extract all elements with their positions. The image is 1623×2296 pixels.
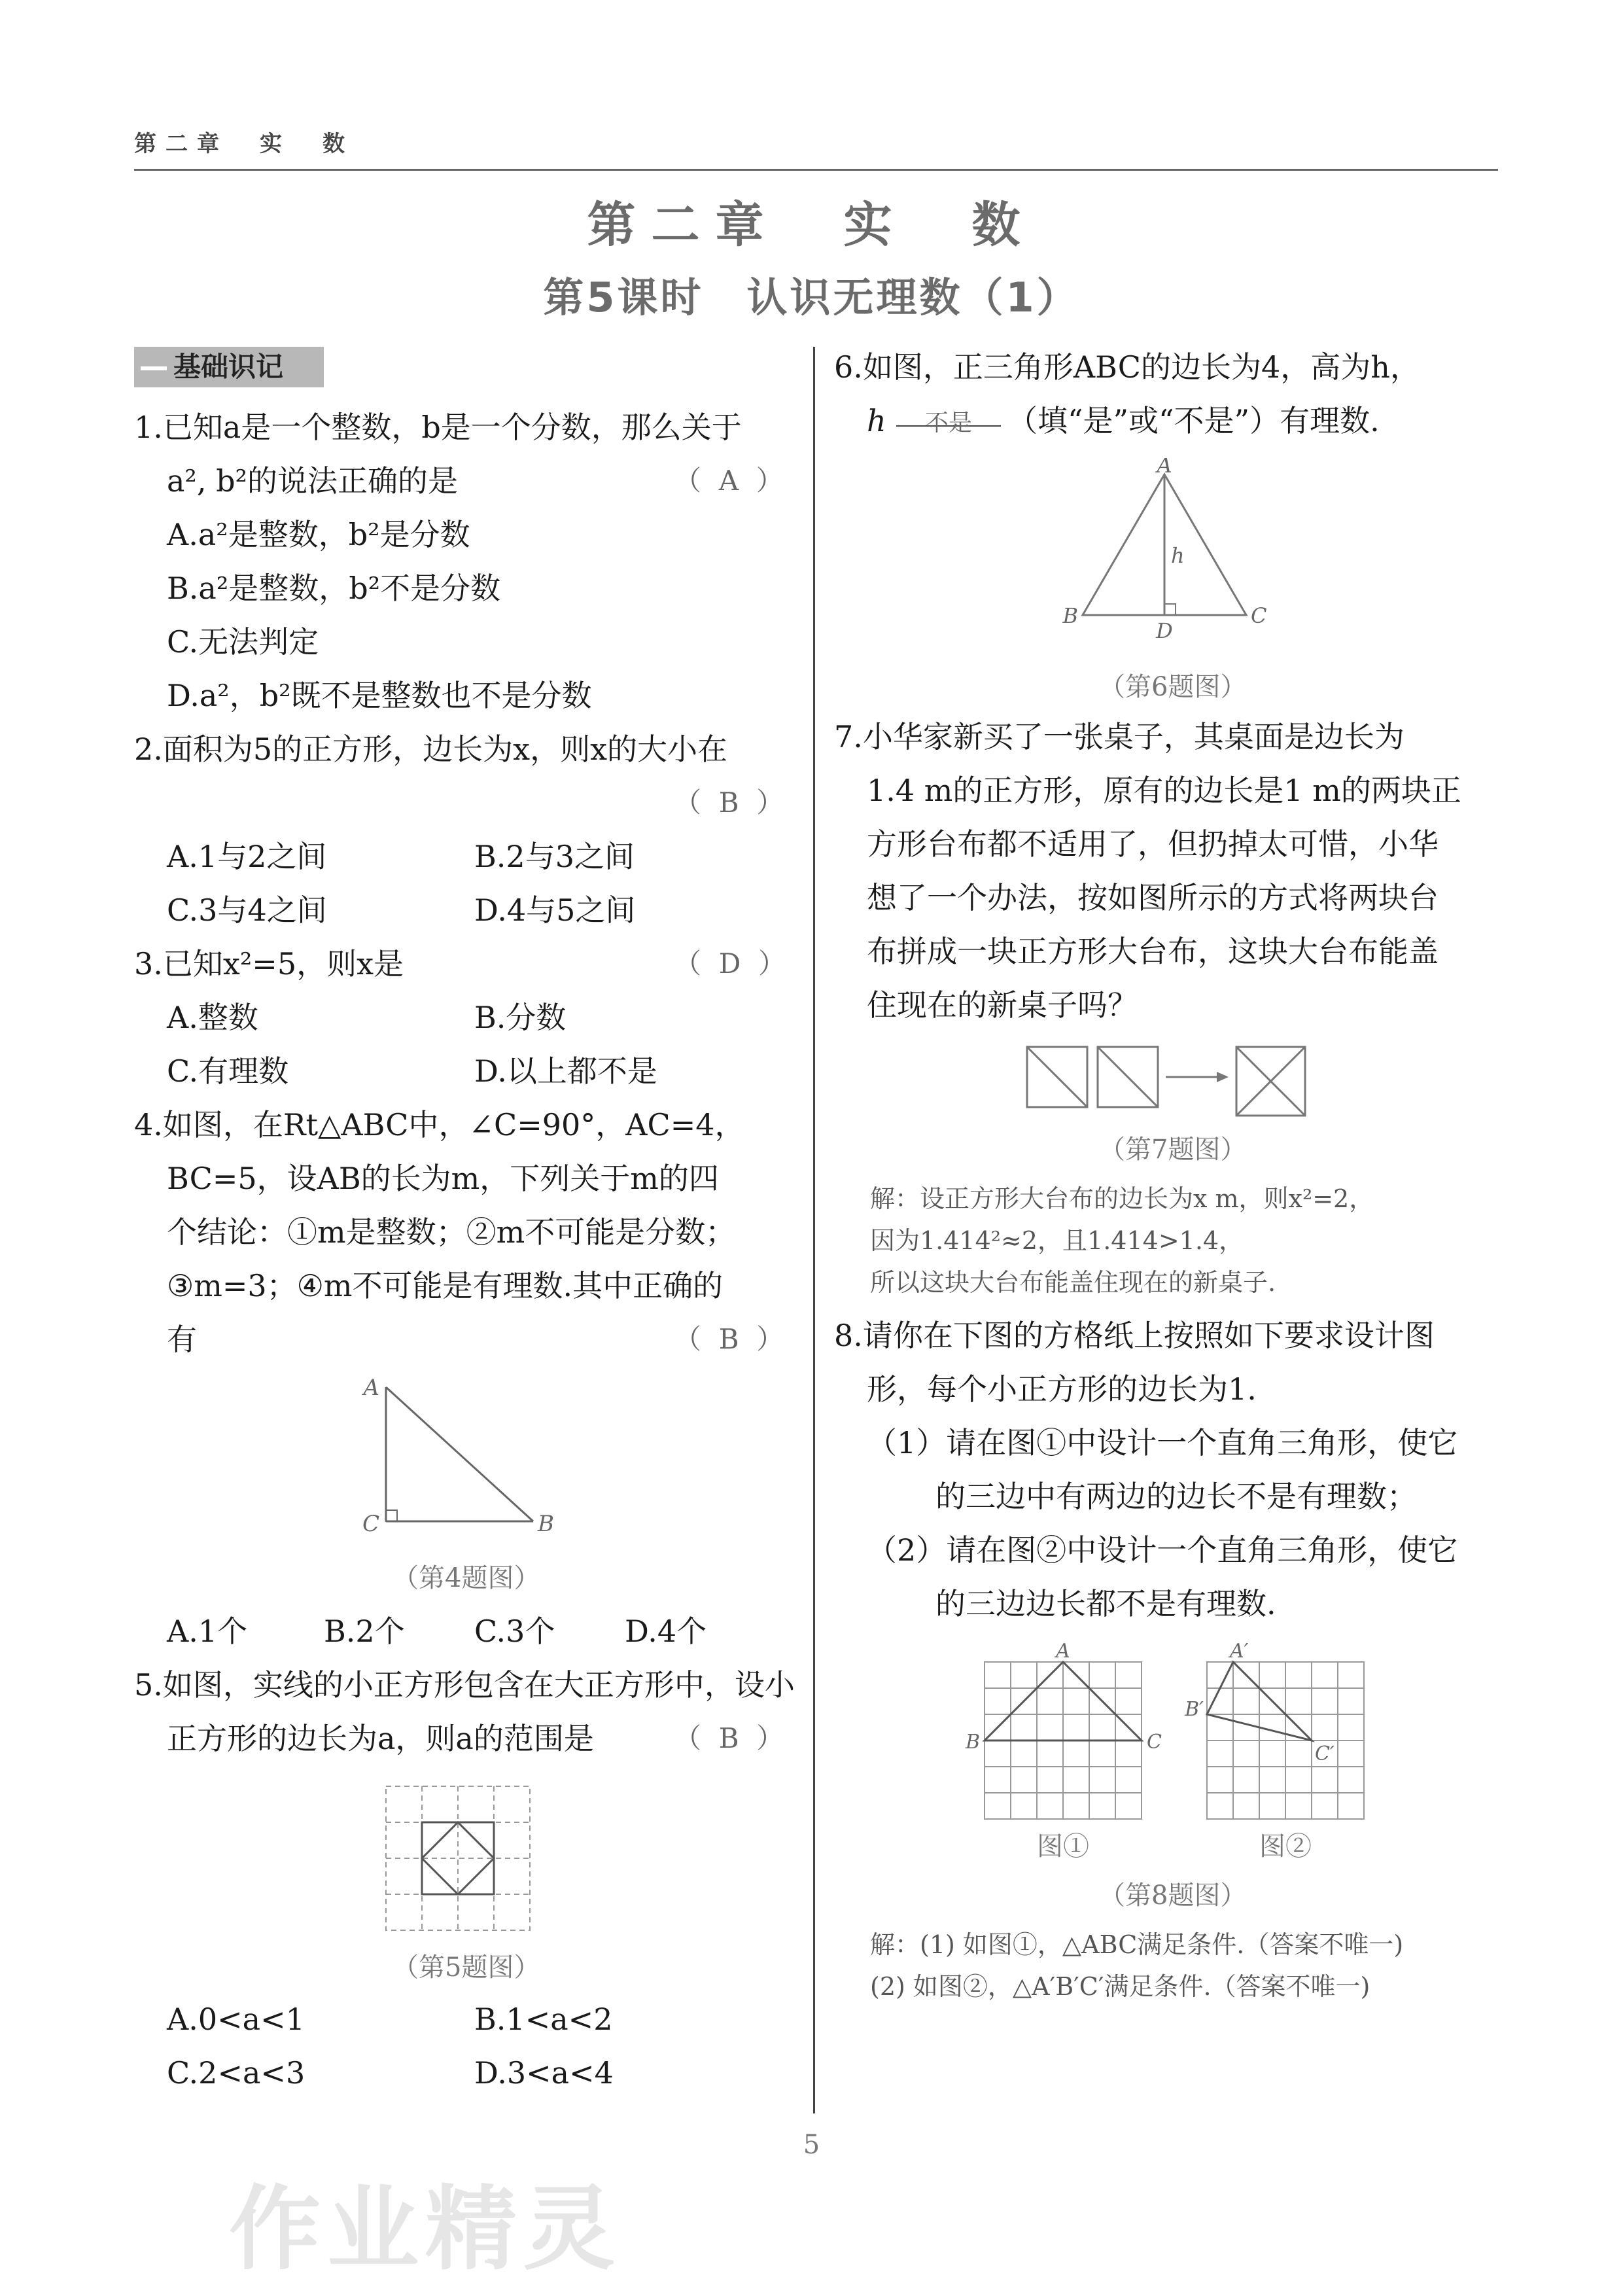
q2-answer: （ B ） — [674, 786, 784, 819]
q5-option-a: A.0<a<1 — [167, 2002, 305, 2037]
chapter-title: 第二章 实 数 — [587, 197, 1036, 253]
q8-part2-line1: （2）请在图②中设计一个直角三角形，使它 — [867, 1532, 1458, 1568]
q4-option-c: C.3个 — [474, 1614, 555, 1649]
q1-option-a: A.a²是整数，b²是分数 — [167, 517, 470, 552]
q7-stem-line2: 1.4 m的正方形，原有的边长是1 m的两块正 — [867, 773, 1461, 808]
q1-option-c: C.无法判定 — [167, 624, 319, 660]
q5-caption: （第5题图） — [393, 1952, 540, 1983]
q6-label-c: C — [1251, 603, 1267, 628]
q1-option-d: D.a²，b²既不是整数也不是分数 — [167, 678, 592, 713]
q2-option-a: A.1与2之间 — [167, 839, 327, 874]
q7-stem-line3: 方形台布都不适用了，但扔掉太可惜，小华 — [867, 826, 1439, 862]
q3-stem: 3.已知x²=5，则x是 — [134, 946, 404, 981]
q6-label-d: D — [1156, 618, 1173, 641]
q6-triangle-figure — [1060, 458, 1269, 641]
q6-label-b: B — [1062, 603, 1078, 628]
q3-option-b: B.分数 — [474, 1000, 567, 1035]
q7-stem-line6: 住现在的新桌子吗？ — [867, 987, 1138, 1023]
q8-caption: （第8题图） — [1099, 1881, 1247, 1911]
q4-stem-line2: BC=5，设AB的长为m，下列关于m的四 — [167, 1161, 719, 1196]
lesson-title: 第5课时 认识无理数（1） — [543, 274, 1080, 321]
q5-square-figure — [379, 1780, 536, 1937]
q1-stem-line2: a², b²的说法正确的是 — [167, 463, 458, 499]
q7-stem-line1: 7.小华家新买了一张桌子，其桌面是边长为 — [834, 719, 1405, 754]
column-divider — [813, 347, 815, 2113]
q8-stem-line2: 形，每个小正方形的边长为1. — [867, 1371, 1257, 1407]
q8-grid-figures — [962, 1636, 1367, 1852]
q7-stem-line4: 想了一个办法，按如图所示的方式将两块台 — [867, 880, 1439, 915]
q3-option-c: C.有理数 — [167, 1053, 289, 1089]
q8-solution-line1: 解：(1) 如图①，△ABC满足条件.（答案不唯一) — [870, 1930, 1404, 1959]
q4-triangle-figure — [353, 1368, 563, 1538]
q4-label-b: B — [538, 1511, 554, 1537]
q5-stem-line1: 5.如图，实线的小正方形包含在大正方形中，设小 — [134, 1667, 795, 1703]
section-dash-icon — [141, 366, 167, 370]
q1-answer: （ A ） — [674, 465, 784, 497]
q4-stem-line5: 有 — [167, 1322, 197, 1357]
q4-answer: （ B ） — [674, 1323, 784, 1355]
q7-solution-line3: 所以这块大台布能盖住现在的新桌子. — [870, 1268, 1276, 1297]
q4-option-d: D.4个 — [625, 1614, 707, 1649]
q1-stem-line1: 1.已知a是一个整数，b是一个分数，那么关于 — [134, 410, 742, 445]
q8-part1-line1: （1）请在图①中设计一个直角三角形，使它 — [867, 1425, 1458, 1460]
q6-caption: （第6题图） — [1099, 672, 1247, 702]
q6-stem-line2: （填“是”或“不是”）有理数. — [1007, 403, 1380, 438]
q5-option-d: D.3<a<4 — [474, 2055, 614, 2091]
q7-stem-line5: 布拼成一块正方形大台布，这块大台布能盖 — [867, 934, 1439, 969]
running-header: 第二章 实 数 — [134, 131, 354, 157]
q4-stem-line4: ③m=3；④m不可能是有理数.其中正确的 — [167, 1268, 724, 1303]
q5-answer: （ B ） — [674, 1722, 784, 1754]
q8-fig1-label-c: C — [1147, 1731, 1162, 1754]
q3-answer: （ D ） — [674, 947, 786, 980]
q6-label-h: h — [1171, 543, 1185, 568]
q8-part2-line2: 的三边边长都不是有理数. — [935, 1586, 1276, 1621]
q8-solution-line2: (2) 如图②，△A′B′C′满足条件.（答案不唯一) — [870, 1972, 1370, 2001]
page-number: 5 — [803, 2130, 820, 2160]
q4-option-a: A.1个 — [167, 1614, 248, 1649]
q7-solution-line1: 解：设正方形大台布的边长为x m，则x²=2， — [870, 1184, 1374, 1213]
q8-part1-line2: 的三边中有两边的边长不是有理数； — [935, 1479, 1417, 1514]
q2-stem: 2.面积为5的正方形，边长为x，则x的大小在 — [134, 732, 728, 767]
q2-option-d: D.4与5之间 — [474, 892, 636, 928]
section-label: 基础识记 — [134, 347, 324, 387]
q5-option-c: C.2<a<3 — [167, 2055, 305, 2091]
q8-fig2-label-a: A′ — [1230, 1640, 1249, 1663]
q3-option-d: D.以上都不是 — [474, 1053, 657, 1089]
q2-option-b: B.2与3之间 — [474, 839, 635, 874]
q7-solution-line2: 因为1.414²≈2，且1.414>1.4， — [870, 1226, 1244, 1255]
q4-label-c: C — [362, 1511, 379, 1537]
q1-option-b: B.a²是整数，b²不是分数 — [167, 571, 501, 606]
q8-fig1-label-b: B — [965, 1731, 980, 1754]
q6-blank-answer: 不是 — [924, 410, 972, 436]
q2-option-c: C.3与4之间 — [167, 892, 327, 928]
q6-label-a: A — [1157, 458, 1172, 478]
q7-cloth-figure — [1021, 1040, 1315, 1119]
q8-stem-line1: 8.请你在下图的方格纸上按照如下要求设计图 — [834, 1318, 1435, 1353]
q4-stem-line1: 4.如图，在Rt△ABC中，∠C=90°，AC=4， — [134, 1107, 745, 1142]
q5-stem-line2: 正方形的边长为a，则a的范围是 — [167, 1721, 594, 1756]
q6-stem-h: h — [867, 403, 886, 438]
q8-fig2-label-b: B′ — [1185, 1698, 1204, 1721]
q6-stem-line1: 6.如图，正三角形ABC的边长为4，高为h， — [834, 349, 1420, 385]
q4-stem-line3: 个结论：①m是整数；②m不可能是分数； — [167, 1214, 736, 1250]
q5-option-b: B.1<a<2 — [474, 2002, 613, 2037]
watermark-logo: 作业精灵 — [229, 2176, 622, 2283]
q4-label-a: A — [363, 1375, 379, 1401]
q8-fig1-caption: 图① — [1037, 1831, 1089, 1862]
q8-fig2-caption: 图② — [1259, 1831, 1312, 1862]
q8-fig2-label-c: C′ — [1315, 1742, 1335, 1765]
q4-caption: （第4题图） — [393, 1563, 540, 1593]
q7-caption: （第7题图） — [1099, 1135, 1247, 1165]
q4-option-b: B.2个 — [324, 1614, 405, 1649]
q3-option-a: A.整数 — [167, 1000, 258, 1035]
header-rule — [134, 169, 1498, 171]
q8-fig1-label-a: A — [1056, 1640, 1070, 1663]
